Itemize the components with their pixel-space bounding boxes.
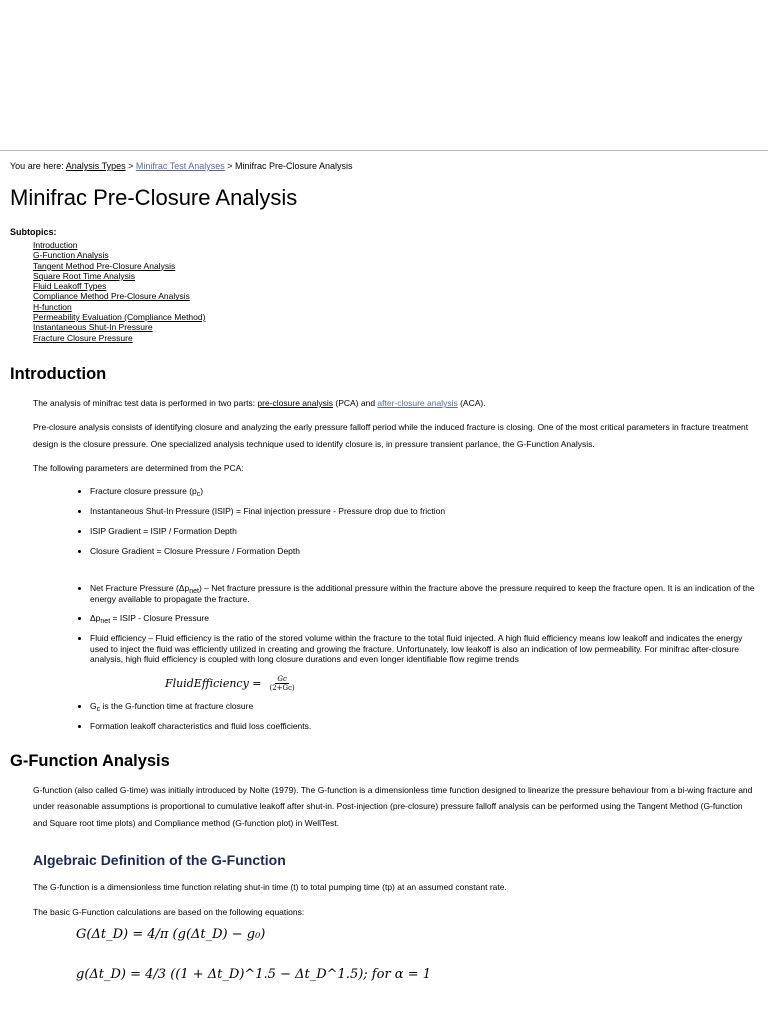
g-small-equation: g(Δt_D) = 4/3 ((1 + Δt_D)^1.5 − Δt_D^1.5); for α = 1 bbox=[76, 967, 431, 983]
algebraic-paragraph-2: The basic G-Function calculations are based on the following equations: bbox=[33, 906, 305, 917]
subscript: net bbox=[189, 587, 199, 595]
text-span: Fracture closure pressure (p bbox=[90, 485, 197, 496]
subtopic-link-fluid-leakoff-types[interactable]: Fluid Leakoff Types bbox=[33, 281, 107, 292]
subtopics-list bbox=[33, 240, 758, 343]
pca-parameters-list bbox=[90, 486, 758, 665]
formula-lhs: FluidEfficiency = bbox=[165, 676, 262, 690]
fluid-efficiency-formula bbox=[165, 675, 758, 692]
subtopic-link-isip[interactable]: Instantaneous Shut-In Pressure bbox=[33, 322, 153, 333]
g-function-paragraph: G-function (also called G-time) was initially introduced by Nolte (1979). The G-function is a dimensionless time function designed to linearize the pressure behaviour from a bi-wing fracture and under reasonable assumptions is proportional to cumulative leakoff after shut-in. Post-injection (pre-closure) pressure falloff analysis can be performed using the Tangent Method (G-function and Square root time plots) and Compliance method (G-function plot) in WellTest. bbox=[33, 784, 753, 828]
breadcrumb-separator: > bbox=[125, 161, 136, 171]
section-heading-g-function-analysis: G-Function Analysis bbox=[10, 751, 170, 770]
algebraic-paragraph-1: The G-function is a dimensionless time function relating shut-in time (t) to total pumping time (tp) at an assumed constant rate. bbox=[33, 882, 507, 893]
text-span: The analysis of minifrac test data is performed in two parts: bbox=[33, 397, 258, 408]
list-item: • Instantaneous Shut-In Pressure (ISIP) = Final injection pressure - Pressure drop due to friction bbox=[90, 506, 758, 517]
subtopic-link-compliance-method[interactable]: Compliance Method Pre-Closure Analysis bbox=[33, 291, 190, 302]
formula-numerator: Gc bbox=[277, 674, 287, 683]
pre-closure-analysis-link[interactable]: pre-closure analysis bbox=[257, 397, 333, 408]
after-closure-analysis-link[interactable]: after-closure analysis bbox=[377, 397, 458, 408]
subtopic-link-permeability-evaluation[interactable]: Permeability Evaluation (Compliance Method) bbox=[33, 312, 206, 323]
breadcrumb-separator: > bbox=[224, 161, 235, 171]
intro-paragraph-3: The following parameters are determined from the PCA: bbox=[33, 463, 244, 474]
text-span: ) – Net fracture pressure is the additional pressure within the fracture above the pressure required to keep the fracture open. It is an indication of the energy available to propagate the fracture. bbox=[90, 582, 755, 604]
intro-paragraph-2: Pre-closure analysis consists of identifying closure and analyzing the early pressure falloff period while the induced fracture is closing. One of the most critical parameters in fracture treatment design is the closure pressure. One specialized analysis technique used to identify closure is, in pressure transient parlance, the G-Function Analysis. bbox=[33, 422, 749, 449]
text-span: = ISIP - Closure Pressure bbox=[110, 613, 209, 624]
intro-paragraph-1 bbox=[33, 395, 758, 412]
formula-denominator: (2+Gc) bbox=[269, 683, 295, 692]
subtopic-link-introduction[interactable]: Introduction bbox=[33, 240, 78, 250]
subtopic-item bbox=[33, 312, 758, 322]
pca-parameters-list-continued bbox=[90, 701, 758, 732]
subtopic-link-tangent-method[interactable]: Tangent Method Pre-Closure Analysis bbox=[33, 260, 176, 271]
subscript: net bbox=[100, 618, 111, 626]
list-item bbox=[90, 583, 758, 604]
formula-fraction bbox=[268, 675, 297, 692]
subtopic-item bbox=[33, 291, 758, 301]
text-span: Net Fracture Pressure (Δp bbox=[90, 582, 190, 593]
list-item bbox=[90, 701, 758, 712]
subtopic-link-square-root-time[interactable]: Square Root Time Analysis bbox=[33, 270, 136, 281]
subtopics-label: Subtopics: bbox=[10, 227, 57, 237]
subtopic-link-g-function-analysis[interactable]: G-Function Analysis bbox=[33, 250, 109, 261]
list-item bbox=[90, 633, 758, 665]
list-item bbox=[90, 486, 758, 497]
text-span: (ACA). bbox=[457, 397, 486, 408]
text-span: ) bbox=[200, 485, 204, 496]
subtopic-item bbox=[33, 281, 758, 291]
breadcrumb-current: Minifrac Pre-Closure Analysis bbox=[235, 161, 353, 171]
g-function-equation: G(Δt_D) = 4/π (g(Δt_D) − g₀) bbox=[76, 927, 266, 943]
subtopic-item bbox=[33, 250, 758, 260]
section-heading-algebraic-definition: Algebraic Definition of the G-Function bbox=[33, 852, 286, 869]
list-item bbox=[90, 613, 758, 624]
breadcrumb-prefix: You are here: bbox=[10, 161, 66, 171]
section-heading-introduction: Introduction bbox=[10, 364, 107, 383]
subtopic-link-h-function[interactable]: H-function bbox=[33, 301, 72, 312]
breadcrumb bbox=[10, 160, 758, 172]
text-span: Δp bbox=[90, 613, 101, 624]
breadcrumb-link-minifrac-test-analyses[interactable]: Minifrac Test Analyses bbox=[135, 161, 225, 171]
text-span: Fluid efficiency – Fluid efficiency is the ratio of the stored volume within the fracture to the total fluid injected. A high fluid efficiency means low leakoff and indicates the energy used to inject the fluid was efficiently utilized in creating and growing the fracture. Unfortunately, low leakoff is also an indication of low permeability. For minifrac after-closure analysis, high fluid efficiency is coupled with long closure durations and even longer identifiable flow regime trends bbox=[90, 633, 743, 665]
top-banner bbox=[0, 0, 768, 151]
subtopic-link-fracture-closure-pressure[interactable]: Fracture Closure Pressure bbox=[33, 332, 133, 343]
text-span: (PCA) and bbox=[333, 397, 378, 408]
breadcrumb-link-analysis-types[interactable]: Analysis Types bbox=[65, 161, 126, 171]
subtopic-item bbox=[33, 240, 758, 250]
subtopic-item bbox=[33, 322, 758, 332]
page-title: Minifrac Pre-Closure Analysis bbox=[10, 185, 298, 210]
page-content bbox=[0, 160, 768, 984]
subtopic-item bbox=[33, 261, 758, 271]
subtopic-item bbox=[33, 271, 758, 281]
list-item: • Closure Gradient = Closure Pressure / Formation Depth bbox=[90, 546, 758, 557]
list-item: • ISIP Gradient = ISIP / Formation Depth bbox=[90, 526, 758, 537]
text-span: is the G-function time at fracture closure bbox=[100, 700, 254, 711]
list-item: • Formation leakoff characteristics and fluid loss coefficients. bbox=[90, 721, 758, 732]
subtopic-item bbox=[33, 333, 758, 343]
subscript: c bbox=[196, 490, 201, 498]
subtopic-item bbox=[33, 302, 758, 312]
subscript: c bbox=[96, 705, 101, 713]
text-span: G bbox=[90, 700, 97, 711]
